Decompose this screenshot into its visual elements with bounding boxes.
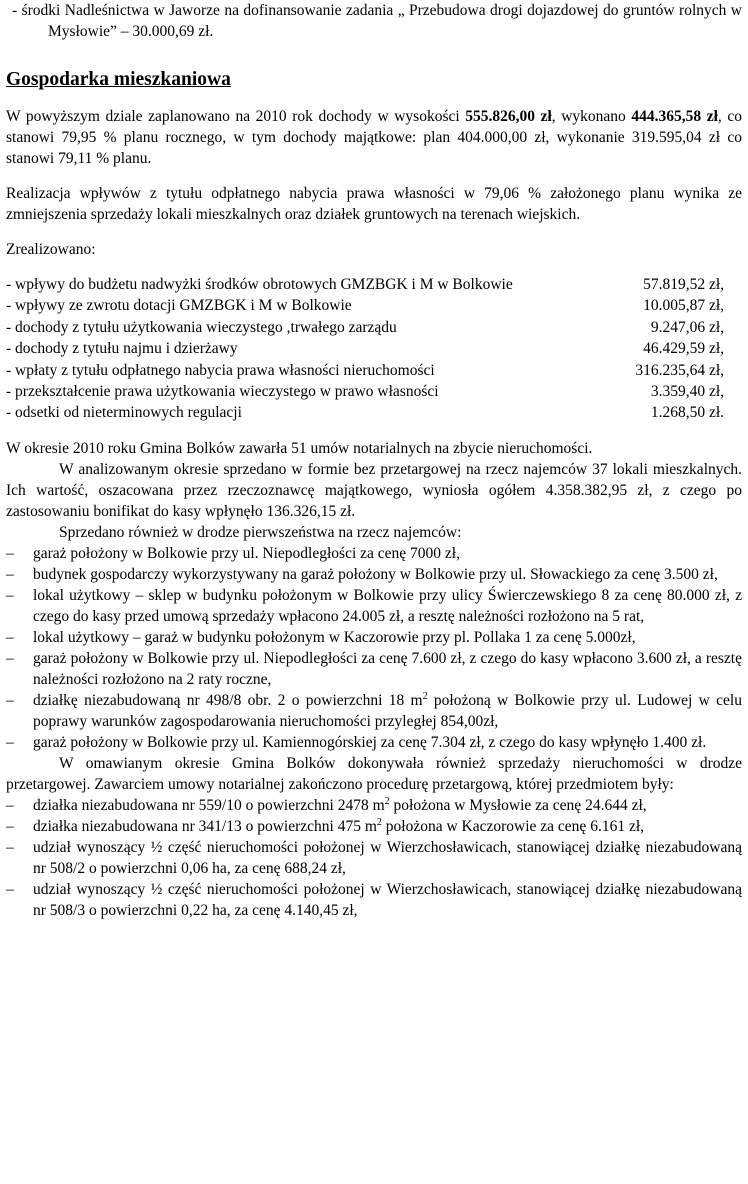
list-item-text: garaż położony w Bolkowie przy ul. Niepodległości za cenę 7000 zł, [33, 544, 460, 562]
revenue-amount: 3.359,40 zł, [650, 383, 724, 401]
revenue-row [6, 274, 724, 295]
dash-marker: – [6, 838, 14, 856]
tender-intro-paragraph: W omawianym okresie Gmina Bolków dokonywała również sprzedaży nieruchomości w drodze przetargowej. Zawarciem umowy notarialnej zakończono procedurę przetargową, której przedmiotem były: [6, 754, 742, 793]
dash-marker: – [6, 586, 14, 604]
dash-marker: – [6, 544, 14, 562]
revenue-row [6, 338, 724, 359]
income-text-3: , co stanowi 79,95 % planu rocznego, w tym dochody majątkowe: plan 404.000,00 zł, wykonanie 319.595,04 zł co stanowi 79,11 % planu. [6, 108, 742, 167]
superscript: 2 [384, 795, 390, 807]
notarial-paragraph: W okresie 2010 roku Gmina Bolków zawarła 51 umów notarialnych na zbycie nieruchomości. [6, 439, 593, 457]
dash-marker: – [6, 817, 14, 835]
tender-sales-list [6, 795, 742, 921]
list-item-text: udział wynoszący ½ część nieruchomości położonej w Wierzchosławicach, stanowiącej działkę niezabudowaną nr 508/3 o powierzchni 0,22 ha, za cenę 4.140,45 zł, [33, 880, 742, 919]
revenue-label: - dochody z tytułu najmu i dzierżawy [6, 340, 238, 358]
revenue-row [6, 360, 724, 381]
revenue-label: - wpływy do budżetu nadwyżki środków obrotowych GMZBGK i M w Bolkowie [6, 276, 513, 293]
list-item [6, 543, 742, 564]
revenue-row [6, 402, 724, 423]
revenue-label: - przekształcenie prawa użytkowania wieczystego w prawo własności [6, 383, 439, 401]
planned-income-amount: 555.826,00 zł [465, 108, 552, 125]
dash-marker: – [6, 733, 14, 751]
revenue-row [6, 317, 724, 338]
list-item [6, 585, 742, 627]
list-item-text: położoną w Bolkowie przy ul. Ludowej w celu poprawy warunków zagospodarowania nieruchomości przyległej 854,00zł, [33, 691, 742, 730]
dash-marker: – [6, 565, 14, 583]
dash-marker: – [6, 796, 14, 814]
income-text-1: W powyższym dziale zaplanowano na 2010 rok dochody w wysokości [6, 108, 466, 125]
list-item [6, 837, 742, 879]
list-item-text: położona w Mysłowie za cenę 24.644 zł, [389, 796, 647, 814]
list-item-text: garaż położony w Bolkowie przy ul. Kamiennogórskiej za cenę 7.304 zł, z czego do kasy wpłynęło 1.400 zł. [33, 733, 707, 751]
revenue-label: - wpływy ze zwrotu dotacji GMZBGK i M w Bolkowie [6, 297, 352, 315]
list-item-text: położona w Kaczorowie za cenę 6.161 zł, [381, 817, 644, 835]
revenue-label: - odsetki od nieterminowych regulacji [6, 404, 242, 422]
revenue-amount: 316.235,64 zł, [635, 361, 724, 379]
executed-income-amount: 444.365,58 zł [631, 108, 718, 125]
dash-marker: – [6, 880, 14, 898]
list-item [6, 795, 742, 816]
list-item [6, 564, 742, 585]
dash-marker: – [6, 691, 14, 709]
revenue-label: - dochody z tytułu użytkowania wieczystego ,trwałego zarządu [6, 318, 397, 336]
revenue-label: - wpłaty z tytułu odpłatnego nabycia prawa własności nieruchomości [6, 361, 435, 379]
revenue-row [6, 295, 724, 316]
list-item [6, 627, 742, 648]
priority-sales-list [6, 543, 742, 753]
list-item-text: działkę niezabudowaną nr 498/8 obr. 2 o powierzchni 18 m [33, 691, 423, 709]
list-item-text: lokal użytkowy – garaż w budynku położonym w Kaczorowie przy pl. Pollaka 1 za cenę 5.000zł, [33, 628, 636, 646]
income-text-2: , wykonano [551, 108, 632, 125]
flats-sale-paragraph: W analizowanym okresie sprzedano w formie bez przetargowej na rzecz najemców 37 lokali mieszkalnych. Ich wartość, oszacowana przez rzeczoznawcę majątkowego, wyniosła ogółem 4.358.382,95 zł, z czego po zastosowaniu bonifikat do kasy wpłynęło 136.326,15 zł. [6, 460, 742, 520]
list-item [6, 732, 742, 753]
superscript: 2 [422, 690, 428, 702]
dash-marker: – [6, 628, 14, 646]
list-item-text: budynek gospodarczy wykorzystywany na garaż położony w Bolkowie przy ul. Słowackiego za cenę 3.500 zł, [33, 565, 718, 583]
list-item [6, 816, 742, 837]
dash-marker: – [6, 649, 14, 667]
list-item-text: garaż położony w Bolkowie przy ul. Niepodległości za cenę 7.600 zł, z czego do kasy wpłacono 3.600 zł, a resztę należności rozłożono na 2 raty roczne, [33, 649, 742, 688]
revenue-amount: 10.005,87 zł, [643, 297, 724, 315]
list-item-text: działka niezabudowana nr 559/10 o powierzchni 2478 m [33, 796, 385, 814]
list-item-text: udział wynoszący ½ część nieruchomości położonej w Wierzchosławicach, stanowiącej działkę niezabudowaną nr 508/2 o powierzchni 0,06 ha, za cenę 688,24 zł, [33, 838, 742, 877]
list-item-text: działka niezabudowana nr 341/13 o powierzchni 475 m [33, 817, 377, 835]
revenue-amount: 9.247,06 zł, [650, 318, 724, 336]
list-item-text: lokal użytkowy – sklep w budynku położonym w Bolkowie przy ulicy Świerczewskiego 8 za cenę 80.000 zł, z czego do kasy przed umową sprzedaży wpłacono 24.005 zł, a resztę należności rozłożono na 5 rat, [33, 586, 742, 625]
revenue-amount: 1.268,50 zł. [650, 404, 724, 422]
list-item [6, 648, 742, 690]
revenue-amount: 57.819,52 zł, [643, 276, 724, 293]
funding-item: - środki Nadleśnictwa w Jaworze na dofinansowanie zadania „ Przebudowa drogi dojazdowej do gruntów rolnych w Mysłowie” – 30.000,69 zł. [12, 2, 742, 40]
zrealizowano-label: Zrealizowano: [6, 241, 96, 258]
realization-paragraph: Realizacja wpływów z tytułu odpłatnego nabycia prawa własności w 79,06 % założonego planu wynika ze zmniejszenia sprzedaży lokali mieszkalnych oraz działek gruntowych na terenach wiejskich. [6, 185, 742, 223]
revenue-amount: 46.429,59 zł, [643, 340, 724, 358]
income-summary-paragraph [6, 106, 742, 169]
revenue-table [6, 274, 724, 424]
document-page [6, 0, 742, 921]
priority-sale-intro: Sprzedano również w drodze pierwszeństwa na rzecz najemców: [59, 523, 462, 541]
superscript: 2 [376, 816, 382, 828]
revenue-row [6, 381, 724, 402]
list-item [6, 690, 742, 732]
section-heading: Gospodarka mieszkaniowa [6, 69, 231, 90]
list-item [6, 879, 742, 921]
